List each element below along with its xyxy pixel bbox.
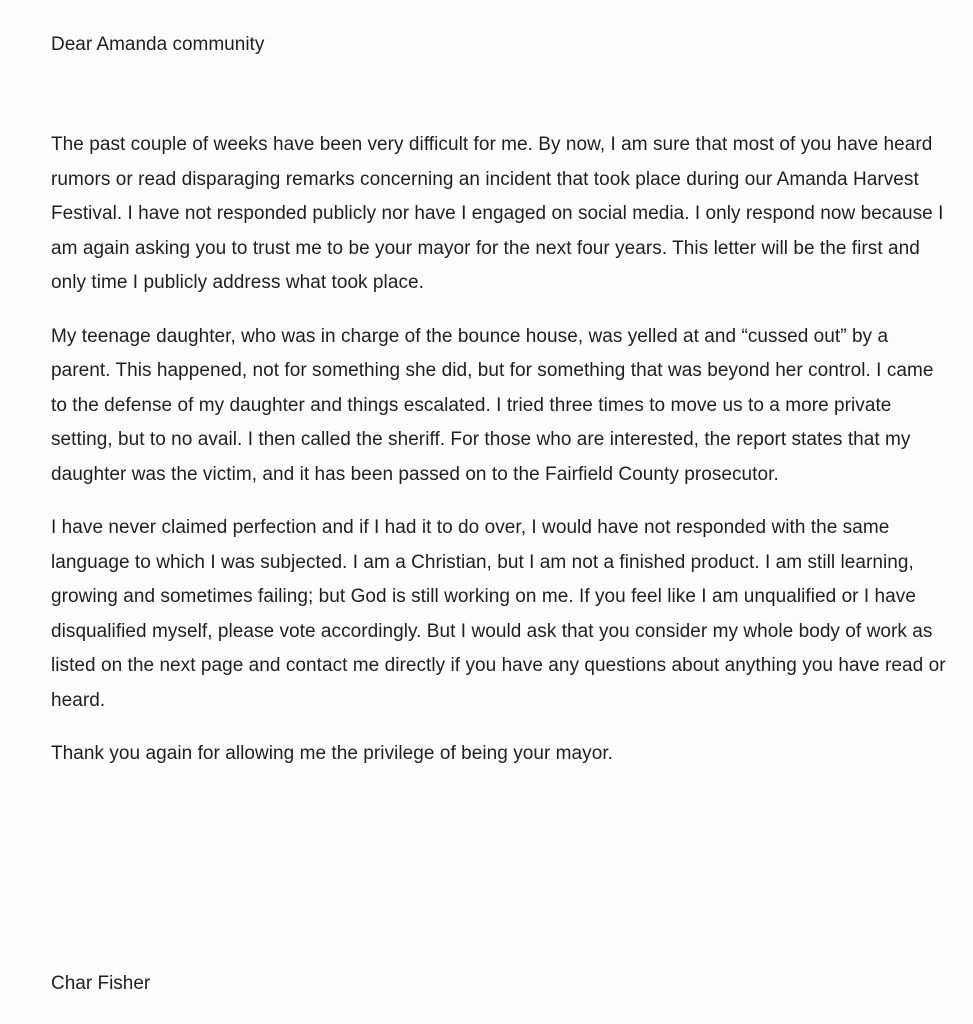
salutation: Dear Amanda community [51, 34, 265, 55]
paragraph-incident: The past couple of weeks have been very difficult for me. By now, I am sure that most of you have heard rumors or read disparaging remarks concerning an incident that took place during our Amanda Harvest Festival. I have not responded publicly nor have I engaged on social media. I only respond now because I am again asking you to trust me to be your mayor for the next four years. This letter will be the first and only time I publicly address what took place. [51, 134, 944, 293]
paragraph-daughter: My teenage daughter, who was in charge of the bounce house, was yelled at and “cussed out” by a parent. This happened, not for something she did, but for something that was beyond her control. I came to the defense of my daughter and things escalated. I tried three times to move us to a more private setting, but to no avail. I then called the sheriff. For those who are interested, the report states that my daughter was the victim, and it has been passed on to the Fairfield County prosecutor. [51, 325, 934, 485]
paragraph-thanks: Thank you again for allowing me the privilege of being your mayor. [51, 743, 613, 764]
letter-body [51, 128, 946, 791]
paragraph-apology: I have never claimed perfection and if I had it to do over, I would have not responded with the same language to which I was subjected. I am a Christian, but I am not a finished product. I am still learning, growing and sometimes failing; but God is still working on me. If you feel like I am unqualified or I have disqualified myself, please vote accordingly. But I would ask that you consider my whole body of work as listed on the next page and contact me directly if you have any questions about anything you have read or heard. [51, 517, 946, 711]
signature: Char Fisher [51, 973, 151, 994]
